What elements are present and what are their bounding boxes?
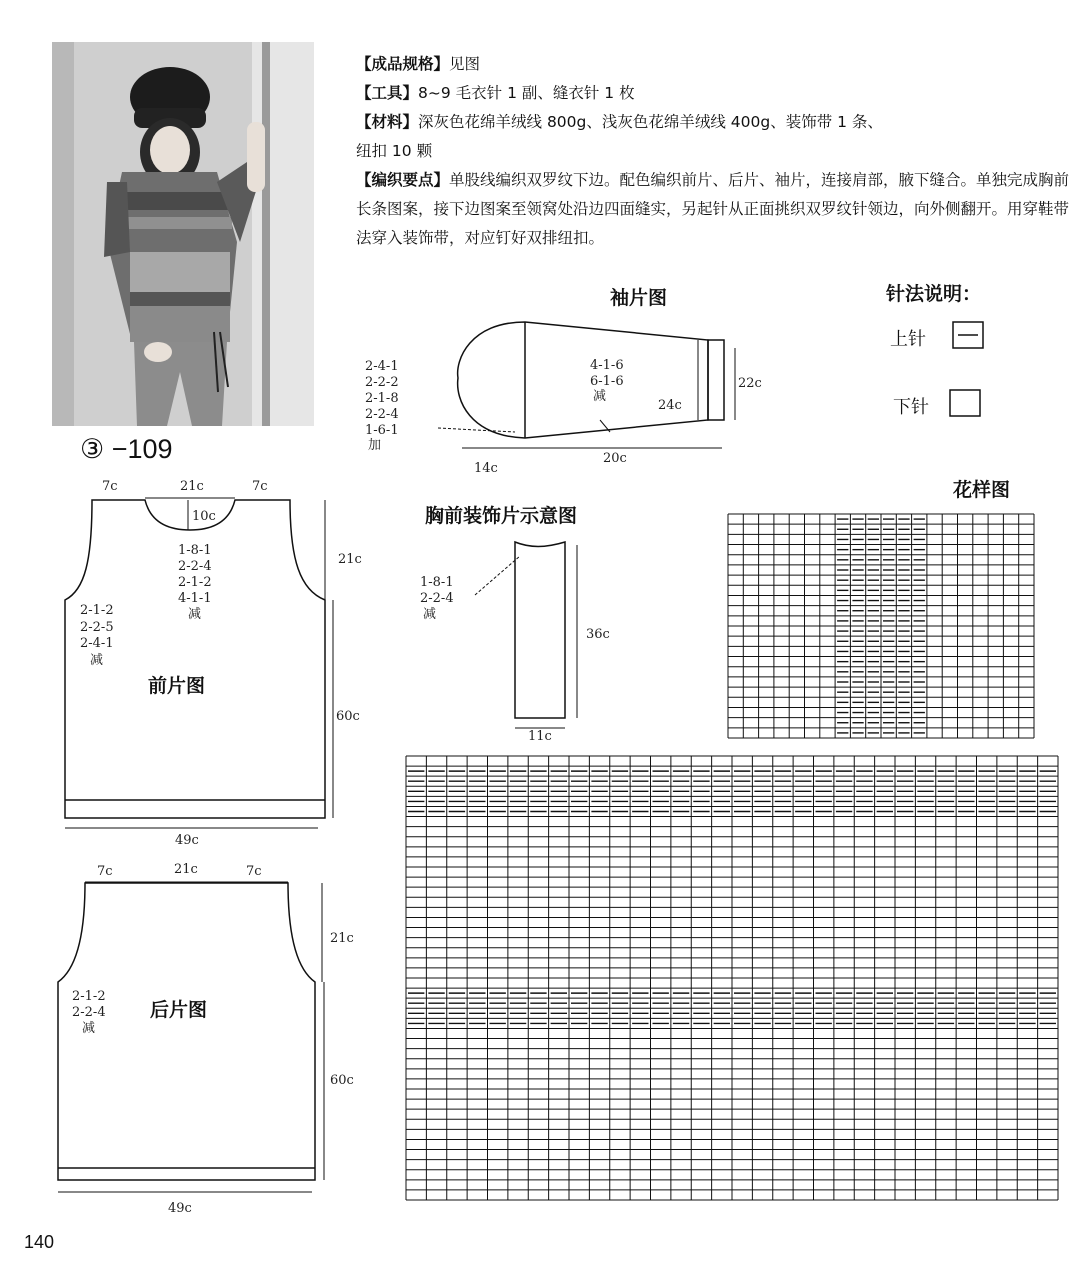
back-dim-shoulder-right-label: 7c xyxy=(246,864,262,879)
legend-knit-label: 上针 xyxy=(890,329,926,350)
tools-value: 8~9 毛衣针 1 副、缝衣针 1 枚 xyxy=(418,84,635,102)
chest-panel-note: 减 xyxy=(423,607,437,622)
front-title: 前片图 xyxy=(148,675,206,697)
points-label: 【编织要点】 xyxy=(356,171,450,189)
front-neck-note: 2-2-4 xyxy=(178,559,212,574)
front-dim-armhole-label: 21c xyxy=(338,552,362,567)
legend-purl-label: 下针 xyxy=(893,397,929,418)
front-neck-note: 减 xyxy=(188,607,202,622)
sleeve-right-notes xyxy=(590,358,624,404)
sleeve-left-note: 加 xyxy=(368,438,382,453)
chest-panel-note: 1-8-1 xyxy=(420,575,454,590)
back-dim-width-label: 49c xyxy=(168,1201,192,1216)
back-dim-body-label: 60c xyxy=(330,1073,354,1088)
tools-label: 【工具】 xyxy=(356,84,419,102)
back-dim-shoulder-left-label: 7c xyxy=(97,864,113,879)
back-armhole-note: 减 xyxy=(82,1021,96,1036)
sleeve-note-arrow-left xyxy=(438,428,515,432)
front-neck-note: 4-1-1 xyxy=(178,591,212,606)
front-armhole-note: 2-1-2 xyxy=(80,603,114,618)
sleeve-right-note: 6-1-6 xyxy=(590,374,624,389)
back-dim-armhole-label: 21c xyxy=(330,931,354,946)
front-dim-neck-depth-label: 10c xyxy=(192,509,216,524)
front-neck-note: 2-1-2 xyxy=(178,575,212,590)
sleeve-left-notes xyxy=(365,359,399,453)
chest-dim-height-label: 36c xyxy=(586,627,610,642)
sleeve-cuff xyxy=(708,340,724,420)
sleeve-right-note: 4-1-6 xyxy=(590,358,624,373)
sleeve-dim-cuff-label: 22c xyxy=(738,376,762,391)
front-armhole-notes xyxy=(80,603,114,668)
front-neck-notes xyxy=(178,543,212,622)
front-armhole-note: 2-2-5 xyxy=(80,620,114,635)
spec-label: 【成品规格】 xyxy=(356,55,450,73)
pattern-chart-small xyxy=(728,514,1034,738)
sleeve-dim-body-label: 20c xyxy=(603,451,627,466)
legend-purl-box xyxy=(950,390,980,416)
front-armhole-note: 2-4-1 xyxy=(80,636,114,651)
sleeve-title: 袖片图 xyxy=(610,287,668,309)
front-dim-shoulder-right-label: 7c xyxy=(252,479,268,494)
materials-label: 【材料】 xyxy=(356,113,419,131)
pattern-id: ③ −109 xyxy=(80,434,173,464)
spec-value: 见图 xyxy=(449,55,481,73)
sleeve-left-note: 2-2-2 xyxy=(365,375,399,390)
back-armhole-note: 2-2-4 xyxy=(72,1005,106,1020)
chest-panel-notes xyxy=(420,575,454,622)
front-dim-shoulder-left-label: 7c xyxy=(102,479,118,494)
pattern-chart-title: 花样图 xyxy=(953,479,1011,501)
sleeve-dim-height-label: 24c xyxy=(658,398,682,413)
page-number: 140 xyxy=(24,1232,55,1252)
front-dim-neck-label: 21c xyxy=(180,479,204,494)
points-value: 单股线编织双罗纹下边。配色编织前片、后片、袖片，连接肩部，腋下缝合。单独完成胸前长条图案，接下边图案至领窝处沿边四面缝实，另起针从正面挑织双罗纹针领边，向外侧翻开。用穿鞋带法穿入装饰带，对应钉好双排纽扣。 xyxy=(356,171,1070,247)
front-neck-note: 1-8-1 xyxy=(178,543,212,558)
chest-dim-width-label: 11c xyxy=(528,729,552,744)
sleeve-right-note: 减 xyxy=(593,389,607,404)
back-armhole-note: 2-1-2 xyxy=(72,989,106,1004)
materials-value: 深灰色花绵羊绒线 800g、浅灰色花绵羊绒线 400g、装饰带 1 条、 xyxy=(418,113,883,131)
sleeve-left-note: 2-1-8 xyxy=(365,391,399,406)
sleeve-dim-cap-label: 14c xyxy=(474,461,498,476)
sleeve-left-note: 2-4-1 xyxy=(365,359,399,374)
back-dim-neck-label: 21c xyxy=(174,862,198,877)
pattern-chart-large xyxy=(406,756,1058,1200)
chest-panel-title: 胸前装饰片示意图 xyxy=(425,505,578,527)
sleeve-left-note: 1-6-1 xyxy=(365,423,399,438)
chest-panel-outline xyxy=(515,542,565,718)
chest-note-arrow xyxy=(475,556,520,595)
legend-title: 针法说明： xyxy=(886,283,982,305)
front-dim-body-label: 60c xyxy=(336,709,360,724)
back-outline xyxy=(58,883,315,1180)
back-title: 后片图 xyxy=(150,999,208,1021)
back-armhole-notes xyxy=(72,989,106,1036)
sleeve-left-note: 2-2-4 xyxy=(365,407,399,422)
front-armhole-note: 减 xyxy=(90,653,104,668)
front-dim-width-label: 49c xyxy=(175,833,199,848)
sleeve-outline xyxy=(458,322,708,438)
chest-panel-note: 2-2-4 xyxy=(420,591,454,606)
materials-value-2: 纽扣 10 颗 xyxy=(356,142,433,160)
